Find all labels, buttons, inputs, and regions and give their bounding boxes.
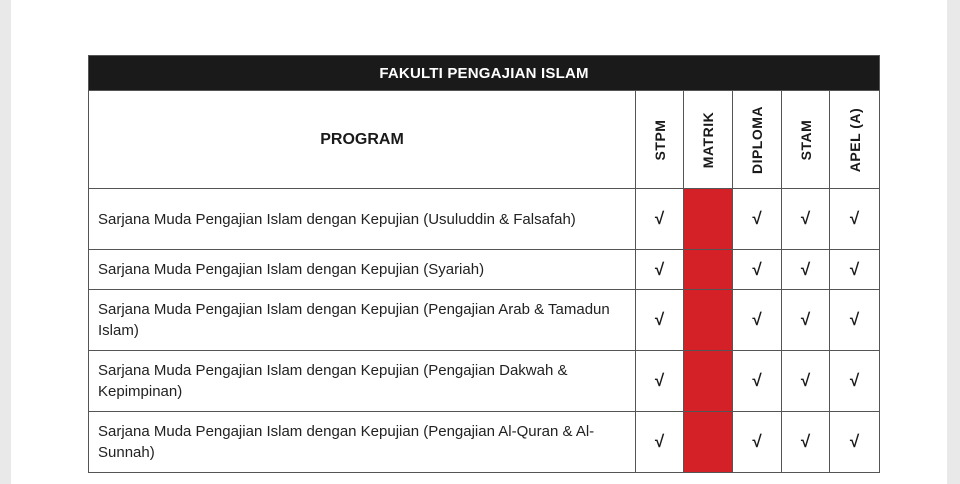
check-stam: √ (782, 290, 830, 351)
check-apel: √ (830, 189, 880, 250)
column-header-label: STPM (651, 119, 668, 160)
matrik-highlight-cell (684, 351, 733, 412)
check-diploma: √ (733, 250, 782, 290)
column-header-matrik (684, 91, 733, 189)
program-name: Sarjana Muda Pengajian Islam dengan Kepujian (Usuluddin & Falsafah) (89, 189, 636, 250)
table-row (89, 290, 880, 351)
check-diploma: √ (733, 351, 782, 412)
program-eligibility-table (88, 55, 880, 473)
check-apel: √ (830, 290, 880, 351)
program-column-header: PROGRAM (89, 91, 636, 189)
column-header-label: MATRIK (700, 111, 716, 168)
program-name: Sarjana Muda Pengajian Islam dengan Kepujian (Pengajian Al-Quran & Al-Sunnah) (89, 412, 636, 473)
check-diploma: √ (733, 412, 782, 473)
matrik-highlight-cell (684, 189, 733, 250)
column-header-label: APEL (A) (846, 107, 863, 172)
check-diploma: √ (733, 290, 782, 351)
program-name: Sarjana Muda Pengajian Islam dengan Kepujian (Syariah) (89, 250, 636, 290)
column-header-apel (830, 91, 880, 189)
check-stam: √ (782, 250, 830, 290)
check-stpm: √ (636, 412, 684, 473)
check-apel: √ (830, 412, 880, 473)
check-stpm: √ (636, 250, 684, 290)
check-stam: √ (782, 412, 830, 473)
check-apel: √ (830, 250, 880, 290)
table-row (89, 412, 880, 473)
matrik-highlight-cell (684, 412, 733, 473)
check-stpm: √ (636, 290, 684, 351)
matrik-highlight-cell (684, 290, 733, 351)
check-stpm: √ (636, 189, 684, 250)
table-row (89, 351, 880, 412)
table-title: FAKULTI PENGAJIAN ISLAM (89, 56, 880, 91)
column-header-stam (782, 91, 830, 189)
check-stpm: √ (636, 351, 684, 412)
check-stam: √ (782, 351, 830, 412)
matrik-highlight-cell (684, 250, 733, 290)
column-header-stpm (636, 91, 684, 189)
column-header-label: DIPLOMA (749, 105, 765, 174)
table-row (89, 250, 880, 290)
column-header-label: STAM (797, 119, 814, 160)
check-apel: √ (830, 351, 880, 412)
check-stam: √ (782, 189, 830, 250)
program-name: Sarjana Muda Pengajian Islam dengan Kepujian (Pengajian Arab & Tamadun Islam) (89, 290, 636, 351)
program-name: Sarjana Muda Pengajian Islam dengan Kepujian (Pengajian Dakwah & Kepimpinan) (89, 351, 636, 412)
check-diploma: √ (733, 189, 782, 250)
column-header-diploma (733, 91, 782, 189)
table-row (89, 189, 880, 250)
